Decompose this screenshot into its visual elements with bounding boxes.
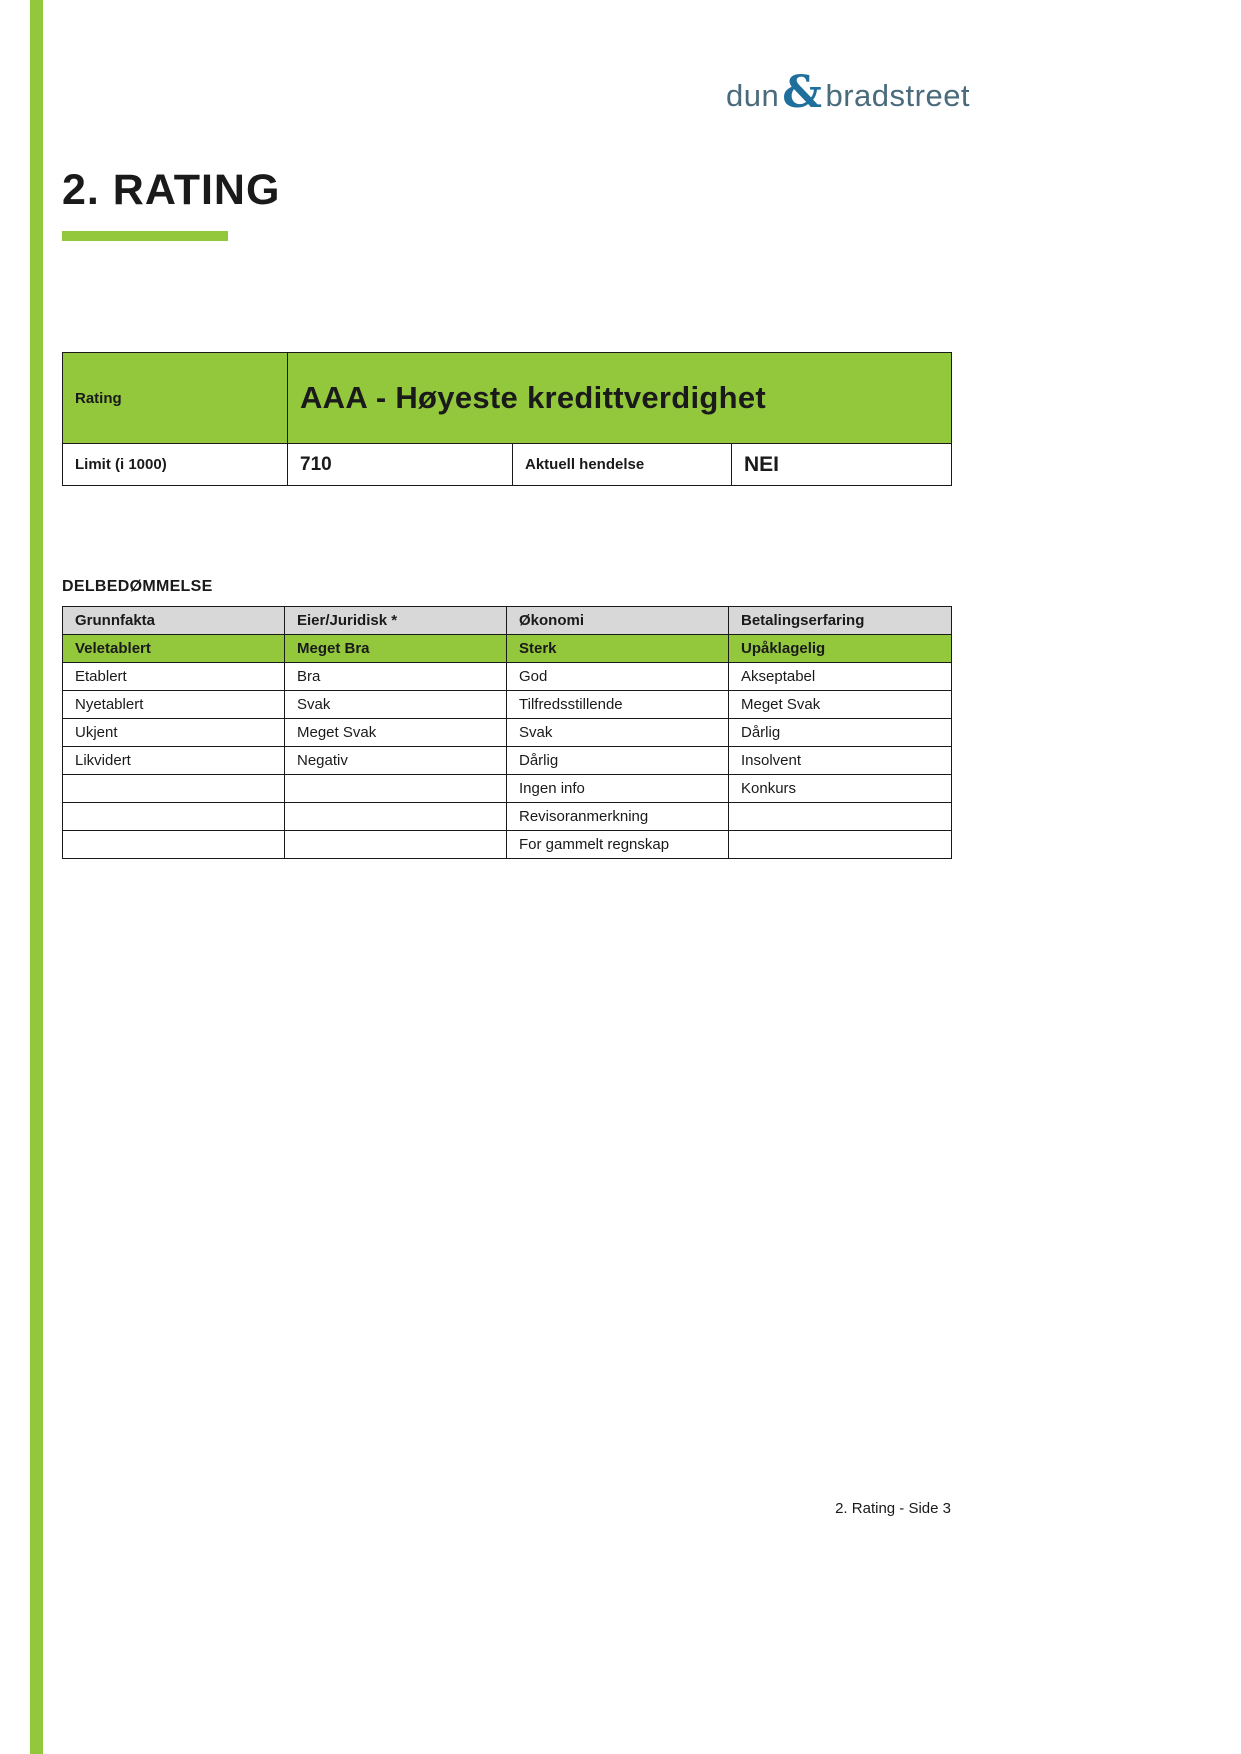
column-header-betalingserfaring: Betalingserfaring [729, 607, 952, 635]
table-cell: Negativ [285, 747, 507, 775]
eier-juridisk-selected-cell: Meget Bra [285, 635, 507, 663]
table-cell: Revisoranmerkning [507, 803, 729, 831]
table-cell: Svak [507, 719, 729, 747]
column-header-grunnfakta: Grunnfakta [63, 607, 285, 635]
table-cell: Tilfredsstillende [507, 691, 729, 719]
dun-bradstreet-logo [726, 67, 971, 121]
table-cell: Insolvent [729, 747, 952, 775]
aktuell-hendelse-value: NEI [732, 444, 952, 486]
logo-text-dun: dun [726, 77, 780, 113]
table-cell [729, 831, 952, 859]
page-accent-bar [30, 0, 43, 1754]
limit-value: 710 [288, 444, 513, 486]
table-cell [63, 775, 285, 803]
column-header-eier-juridisk: Eier/Juridisk * [285, 607, 507, 635]
grunnfakta-selected-cell: Veletablert [63, 635, 285, 663]
table-cell: Ingen info [507, 775, 729, 803]
rating-label: Rating [63, 353, 288, 444]
page-footer: 2. Rating - Side 3 [835, 1500, 951, 1517]
table-row [63, 747, 952, 775]
delbedommelse-table [62, 606, 952, 859]
table-cell [63, 831, 285, 859]
table-cell: Nyetablert [63, 691, 285, 719]
page-title: 2. RATING [62, 166, 281, 214]
table-row [63, 803, 952, 831]
delbedommelse-title: DELBEDØMMELSE [62, 578, 213, 595]
table-cell: Likvidert [63, 747, 285, 775]
table-row [63, 719, 952, 747]
aktuell-hendelse-label: Aktuell hendelse [513, 444, 732, 486]
rating-table [62, 352, 952, 486]
table-row [63, 691, 952, 719]
okonomi-selected-cell: Sterk [507, 635, 729, 663]
logo-ampersand-icon: & [782, 67, 823, 118]
table-cell [285, 775, 507, 803]
table-cell: Svak [285, 691, 507, 719]
delbedommelse-selected-row [63, 635, 952, 663]
table-cell: Konkurs [729, 775, 952, 803]
table-cell: Bra [285, 663, 507, 691]
table-cell [63, 803, 285, 831]
table-cell: Ukjent [63, 719, 285, 747]
table-row [63, 663, 952, 691]
table-cell: Dårlig [729, 719, 952, 747]
table-cell: Dårlig [507, 747, 729, 775]
table-cell: For gammelt regnskap [507, 831, 729, 859]
limit-label: Limit (i 1000) [63, 444, 288, 486]
table-cell [285, 831, 507, 859]
title-underline [62, 231, 228, 241]
table-cell: Akseptabel [729, 663, 952, 691]
table-cell [285, 803, 507, 831]
table-cell: Meget Svak [729, 691, 952, 719]
table-cell [729, 803, 952, 831]
table-row [63, 831, 952, 859]
table-cell: Meget Svak [285, 719, 507, 747]
betalingserfaring-selected-cell: Upåklagelig [729, 635, 952, 663]
table-cell: God [507, 663, 729, 691]
column-header-okonomi: Økonomi [507, 607, 729, 635]
rating-value: AAA - Høyeste kredittverdighet [288, 353, 952, 444]
table-cell: Etablert [63, 663, 285, 691]
logo-text-bradstreet: bradstreet [825, 77, 971, 113]
delbedommelse-header-row [63, 607, 952, 635]
table-row [63, 775, 952, 803]
